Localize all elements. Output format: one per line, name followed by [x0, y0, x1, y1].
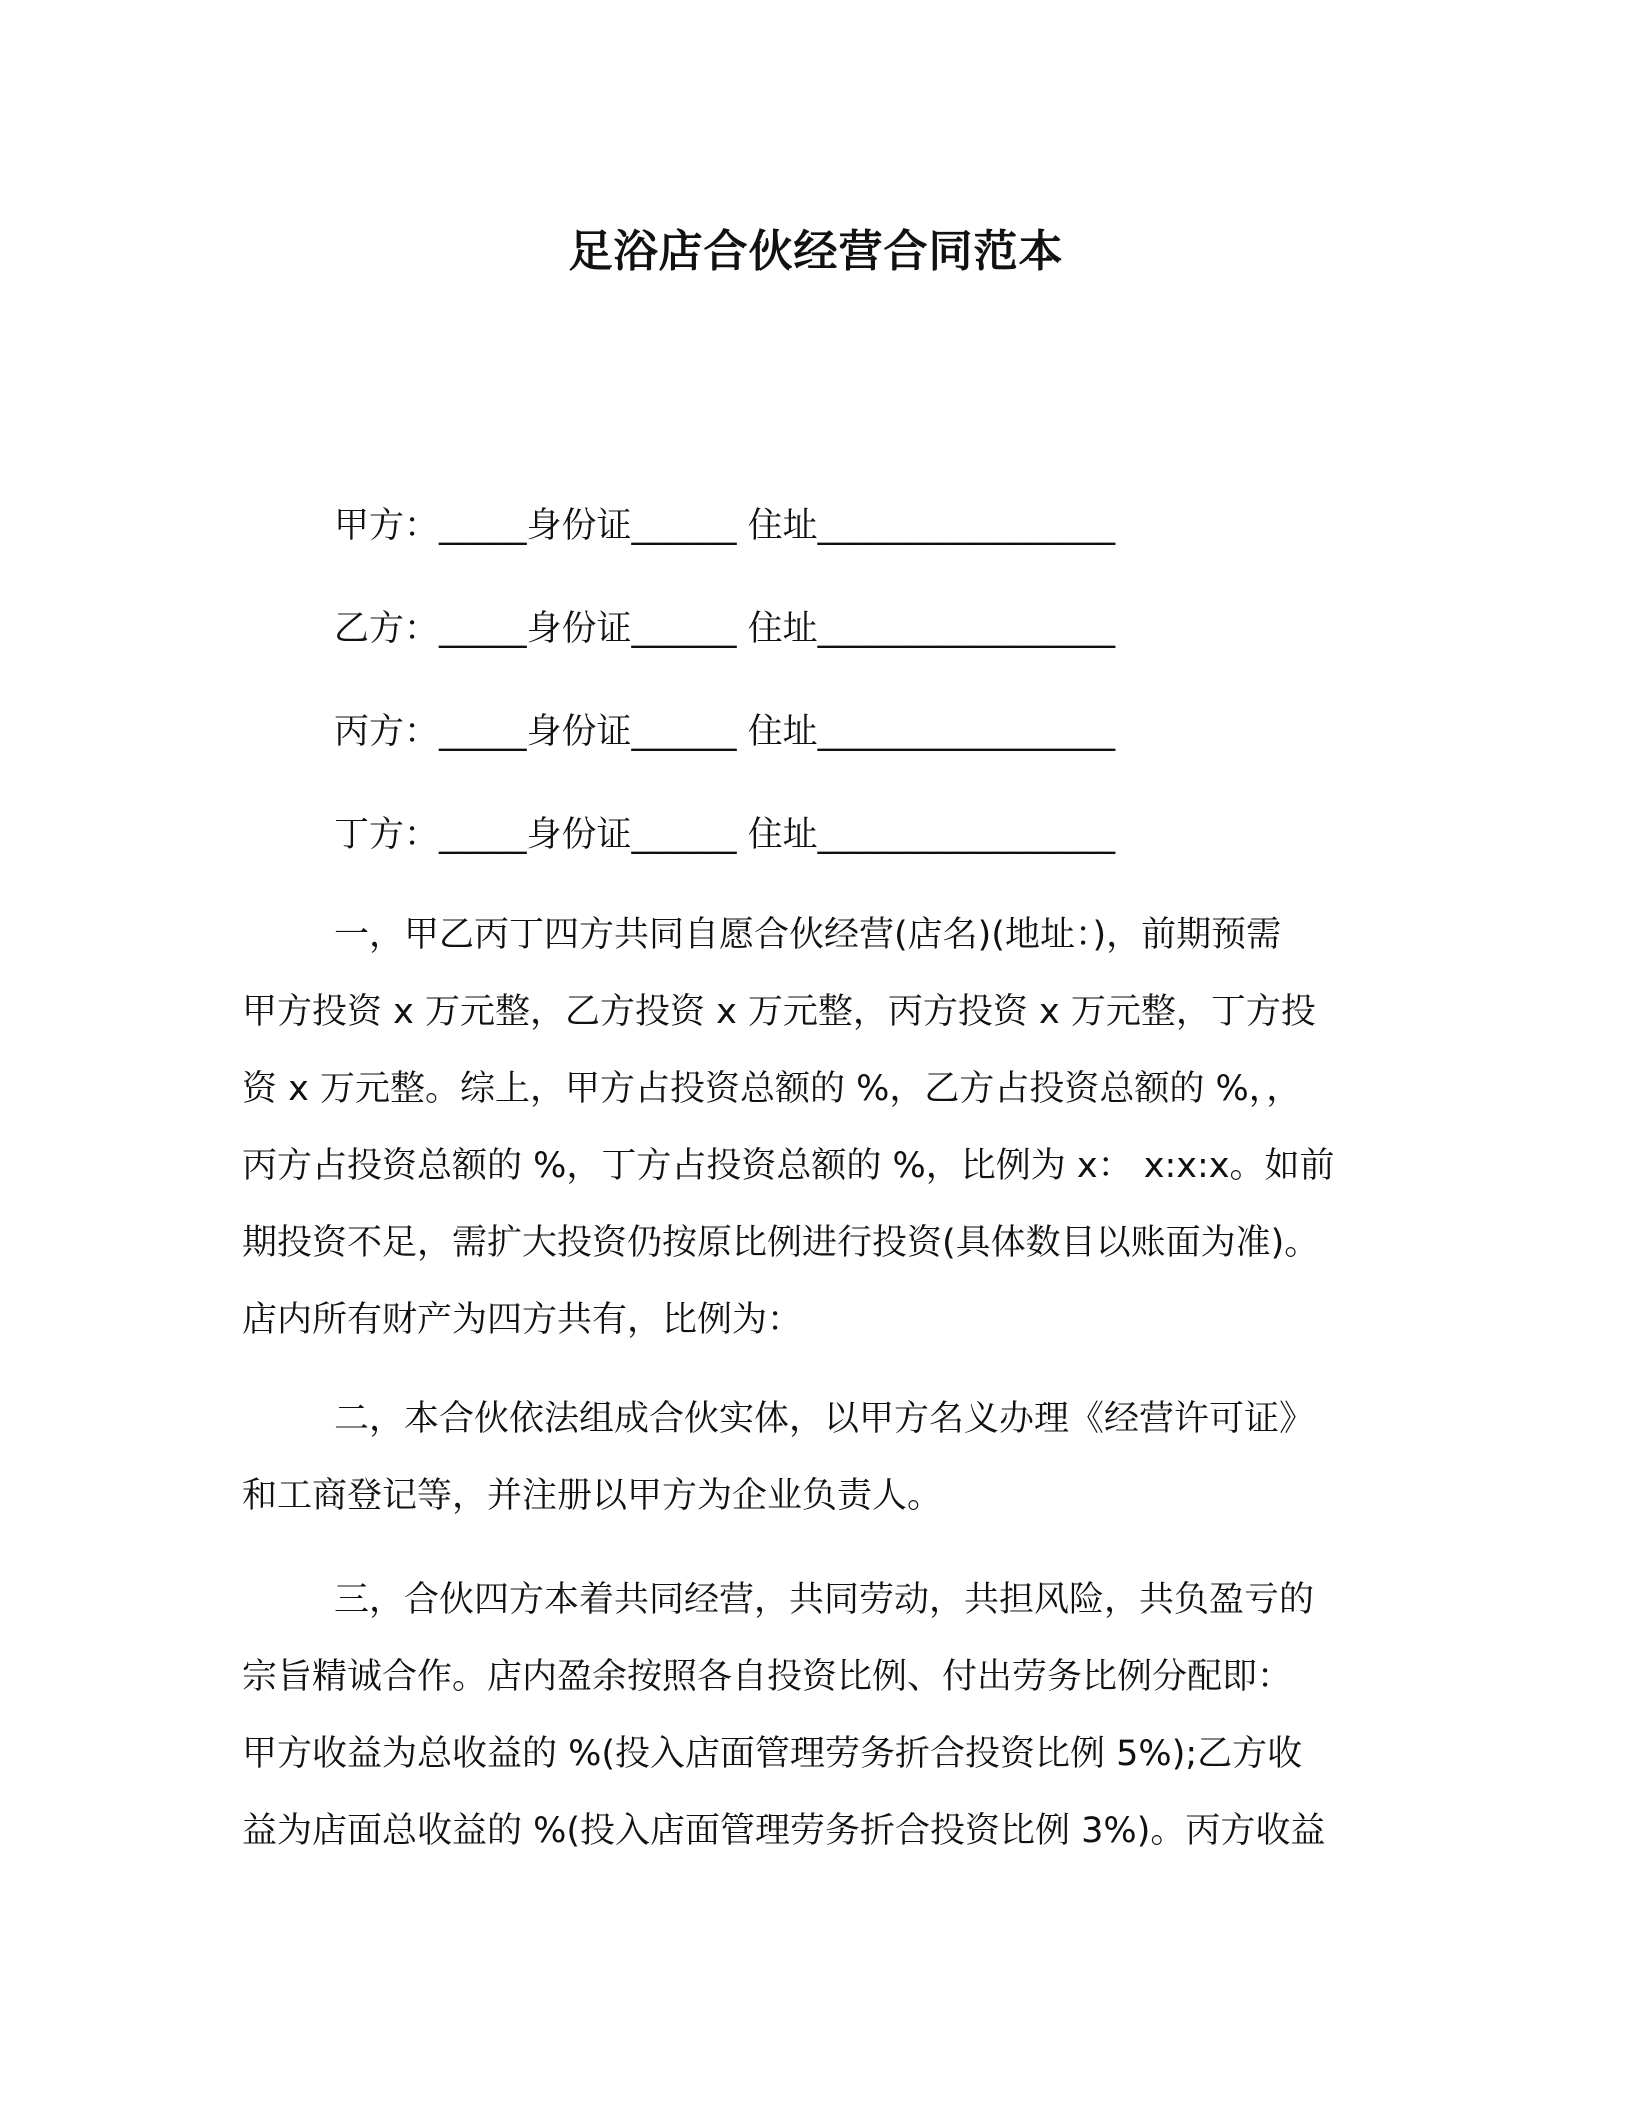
paragraph-line: 和工商登记等，并注册以甲方为企业负责人。 [242, 1476, 943, 1516]
blank-field: _________________ [817, 609, 1116, 649]
blank-field: _____ [439, 712, 527, 752]
party-label: 甲方： [334, 506, 440, 546]
clause-3-paragraph [242, 1562, 1378, 1870]
paragraph-line: 丙方占投资总额的 %，丁方占投资总额的 %，比例为 x： x:x:x。如前 [242, 1146, 1335, 1186]
clause-1-paragraph [242, 897, 1378, 1359]
blank-field: _____ [439, 506, 527, 546]
document-title: 足浴店合伙经营合同范本 [568, 226, 1064, 277]
party-d-line [334, 810, 1115, 860]
address-label: 住址 [736, 609, 818, 649]
paragraph-line: 宗旨精诚合作。店内盈余按照各自投资比例、付出劳务比例分配即： [242, 1657, 1293, 1697]
clause-2-paragraph [242, 1381, 1378, 1535]
address-label: 住址 [736, 506, 818, 546]
paragraph-line: 期投资不足，需扩大投资仍按原比例进行投资(具体数目以账面为准)。 [242, 1223, 1320, 1263]
blank-field: _________________ [817, 815, 1116, 855]
paragraph-line: 店内所有财产为四方共有，比例为： [242, 1300, 803, 1340]
blank-field: _____ [439, 609, 527, 649]
id-label: 身份证 [526, 609, 632, 649]
paragraph-line: 益为店面总收益的 %(投入店面管理劳务折合投资比例 3%)。丙方收益 [242, 1811, 1326, 1851]
blank-field: ______ [631, 609, 737, 649]
blank-field: ______ [631, 815, 737, 855]
party-label: 乙方： [334, 609, 440, 649]
id-label: 身份证 [526, 506, 632, 546]
party-a-line [334, 501, 1115, 551]
blank-field: _________________ [817, 506, 1116, 546]
id-label: 身份证 [526, 712, 632, 752]
party-label: 丙方： [334, 712, 440, 752]
address-label: 住址 [736, 712, 818, 752]
paragraph-line: 甲方投资 x 万元整，乙方投资 x 万元整，丙方投资 x 万元整，丁方投 [242, 992, 1316, 1032]
paragraph-line: 资 x 万元整。综上，甲方占投资总额的 %，乙方占投资总额的 %，， [242, 1069, 1302, 1109]
id-label: 身份证 [526, 815, 632, 855]
paragraph-line: 二，本合伙依法组成合伙实体，以甲方名义办理《经营许可证》 [334, 1399, 1315, 1439]
paragraph-line: 一，甲乙丙丁四方共同自愿合伙经营(店名)(地址：)，前期预需 [334, 915, 1282, 955]
paragraph-line: 甲方收益为总收益的 %(投入店面管理劳务折合投资比例 5%);乙方收 [242, 1734, 1303, 1774]
party-b-line [334, 604, 1115, 654]
party-label: 丁方： [334, 815, 440, 855]
blank-field: ______ [631, 506, 737, 546]
blank-field: _________________ [817, 712, 1116, 752]
blank-field: _____ [439, 815, 527, 855]
address-label: 住址 [736, 815, 818, 855]
paragraph-line: 三，合伙四方本着共同经营，共同劳动，共担风险，共负盈亏的 [334, 1580, 1315, 1620]
party-c-line [334, 707, 1115, 757]
blank-field: ______ [631, 712, 737, 752]
